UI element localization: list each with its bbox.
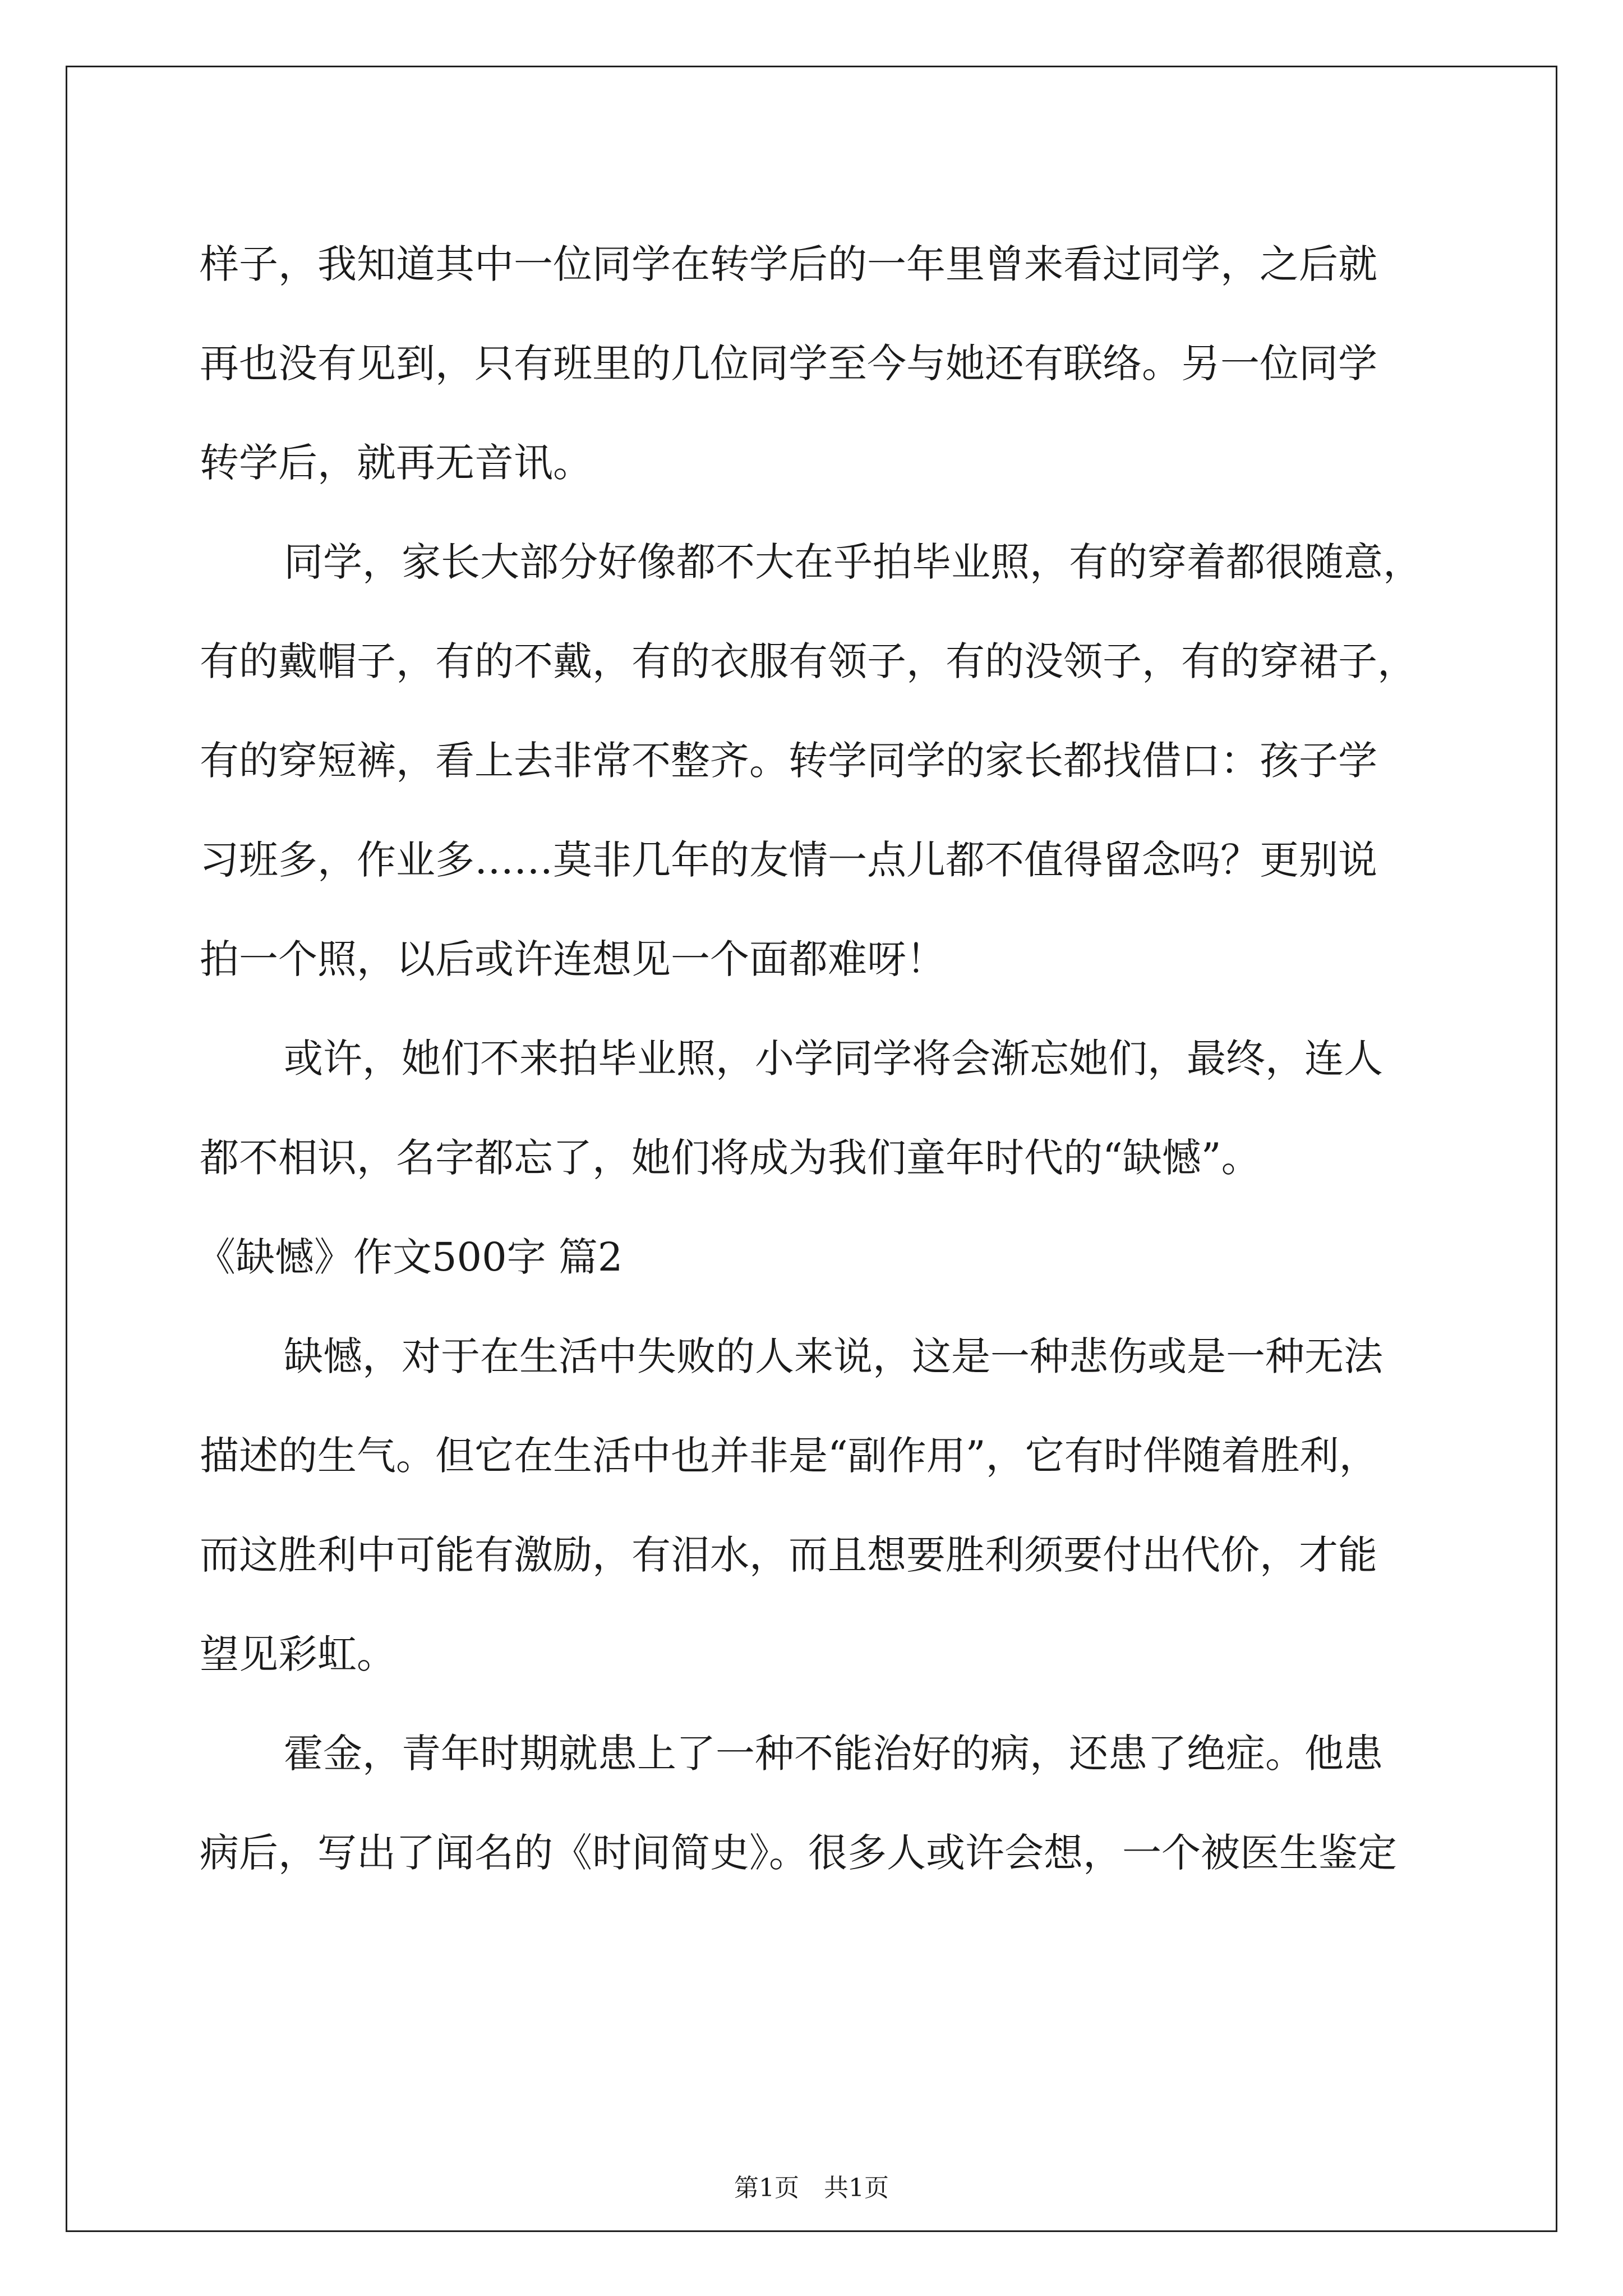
text-line: 样子，我知道其中一位同学在转学后的一年里曾来看过同学，之后就 [200,241,1377,287]
text-line: 病后，写出了闻名的《时间简史》。很多人或许会想，一个被医生鉴定 [200,1830,1397,1876]
text-line: 有的戴帽子，有的不戴，有的衣服有领子，有的没领子，有的穿裙子， [200,638,1417,684]
text-line: 都不相识，名字都忘了，她们将成为我们童年时代的“缺憾”。 [200,1135,1261,1181]
document-body [196,215,1433,1903]
text-line: 拍一个照，以后或许连想见一个面都难呀！ [200,936,946,982]
paragraph-start-line: 霍金，青年时期就患上了一种不能治好的病，还患了绝症。他患 [284,1731,1383,1777]
paragraph-start-line: 或许，她们不来拍毕业照，小学同学将会渐忘她们，最终，连人 [284,1036,1383,1082]
paragraph-start-line: 同学，家长大部分好像都不大在乎拍毕业照，有的穿着都很随意， [284,539,1422,585]
page-footer: 第1页 共1页 [734,2174,889,2202]
text-line: 描述的生气。但它在生活中也并非是“副作用”，它有时伴随着胜利， [200,1433,1378,1479]
text-line: 望见彩虹。 [200,1631,396,1677]
section-heading: 《缺憾》作文500字 篇2 [196,1234,623,1280]
paragraph-start-line: 缺憾，对于在生活中失败的人来说，这是一种悲伤或是一种无法 [284,1333,1383,1379]
text-line: 再也没有见到，只有班里的几位同学至今与她还有联络。另一位同学 [200,341,1377,386]
text-line: 转学后，就再无音讯。 [200,440,592,486]
text-line: 而这胜利中可能有激励，有泪水，而且想要胜利须要付出代价，才能 [200,1532,1377,1578]
text-line: 习班多，作业多……莫非几年的友情一点儿都不值得留念吗？更别说 [200,837,1377,883]
text-line: 有的穿短裤，看上去非常不整齐。转学同学的家长都找借口：孩子学 [200,738,1377,784]
